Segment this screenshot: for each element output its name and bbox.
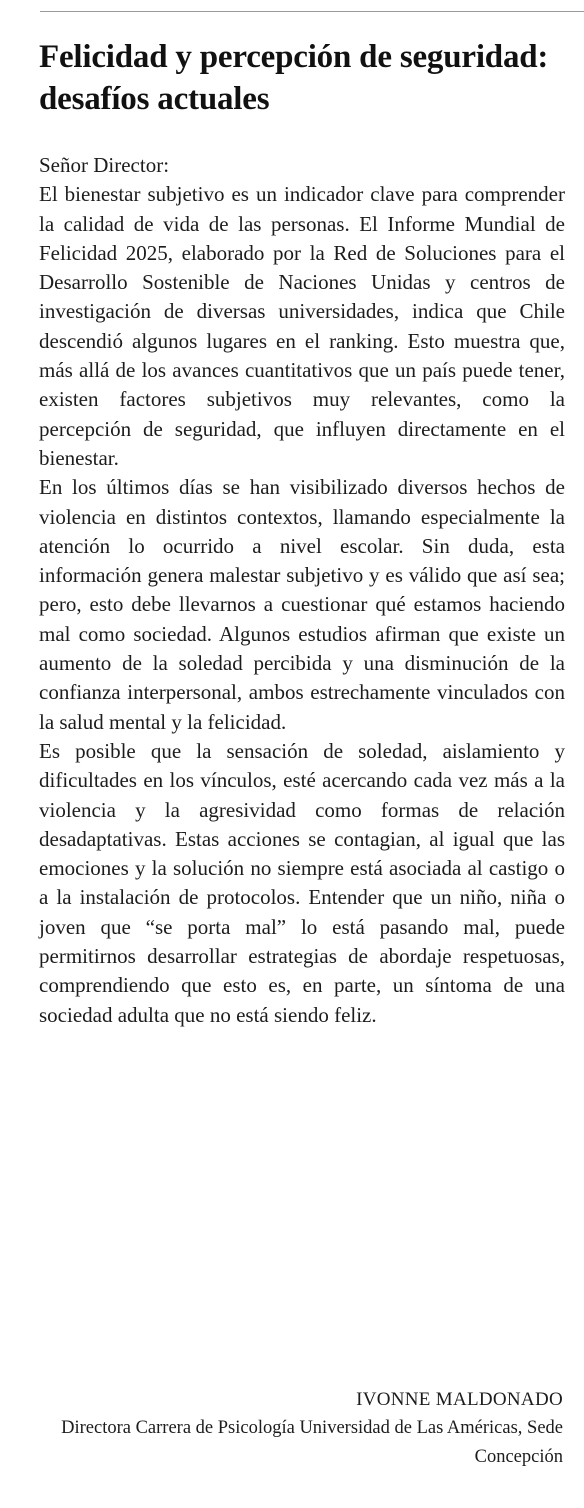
salutation: Señor Director: bbox=[39, 153, 170, 177]
letter-article bbox=[39, 36, 565, 1030]
paragraph-2: En los últimos días se han visibilizado diversos hechos de violencia en distintos contextos, llamando especialmente la atención lo ocurrido a nivel escolar. Sin duda, esta información genera malestar subjetivo y es válido que así sea; pero, esto debe llevarnos a cuestionar qué estamos haciendo mal como sociedad. Algunos estudios afirman que existe un aumento de la soledad percibida y una disminución de la confianza interpersonal, ambos estrechamente vinculados con la salud mental y la felicidad. bbox=[39, 475, 565, 734]
paragraph-1: El bienestar subjetivo es un indicador clave para comprender la calidad de vida de las personas. El Informe Mundial de Felicidad 2025, elaborado por la Red de Soluciones para el Desarrollo Sostenible de Naciones Unidas y centros de investigación de diversas universidades, indica que Chile descendió algunos lugares en el ranking. Esto muestra que, más allá de los avances cuantitativos que un país puede tener, existen factores subjetivos muy relevantes, como la percepción de seguridad, que influyen directamente en el bienestar. bbox=[39, 182, 565, 470]
signature-block bbox=[43, 1385, 563, 1472]
headline: Felicidad y percepción de seguridad: desafíos actuales bbox=[39, 39, 549, 117]
top-divider bbox=[40, 11, 584, 12]
author-name: IVONNE MALDONADO bbox=[356, 1389, 563, 1410]
letter-body bbox=[39, 151, 565, 1030]
author-role: Directora Carrera de Psicología Universidad de Las Américas, Sede Concepción bbox=[61, 1418, 563, 1467]
paragraph-3: Es posible que la sensación de soledad, aislamiento y dificultades en los vínculos, esté acercando cada vez más a la violencia y la agresividad como formas de relación desadaptativas. Estas acciones se contagian, al igual que las emociones y la solución no siempre está asociada al castigo o a la instalación de protocolos. Entender que un niño, niña o joven que “se porta mal” lo está pasando mal, puede permitirnos desarrollar estrategias de abordaje respetuosas, comprendiendo que esto es, en parte, un síntoma de una sociedad adulta que no está siendo feliz. bbox=[39, 738, 565, 1027]
